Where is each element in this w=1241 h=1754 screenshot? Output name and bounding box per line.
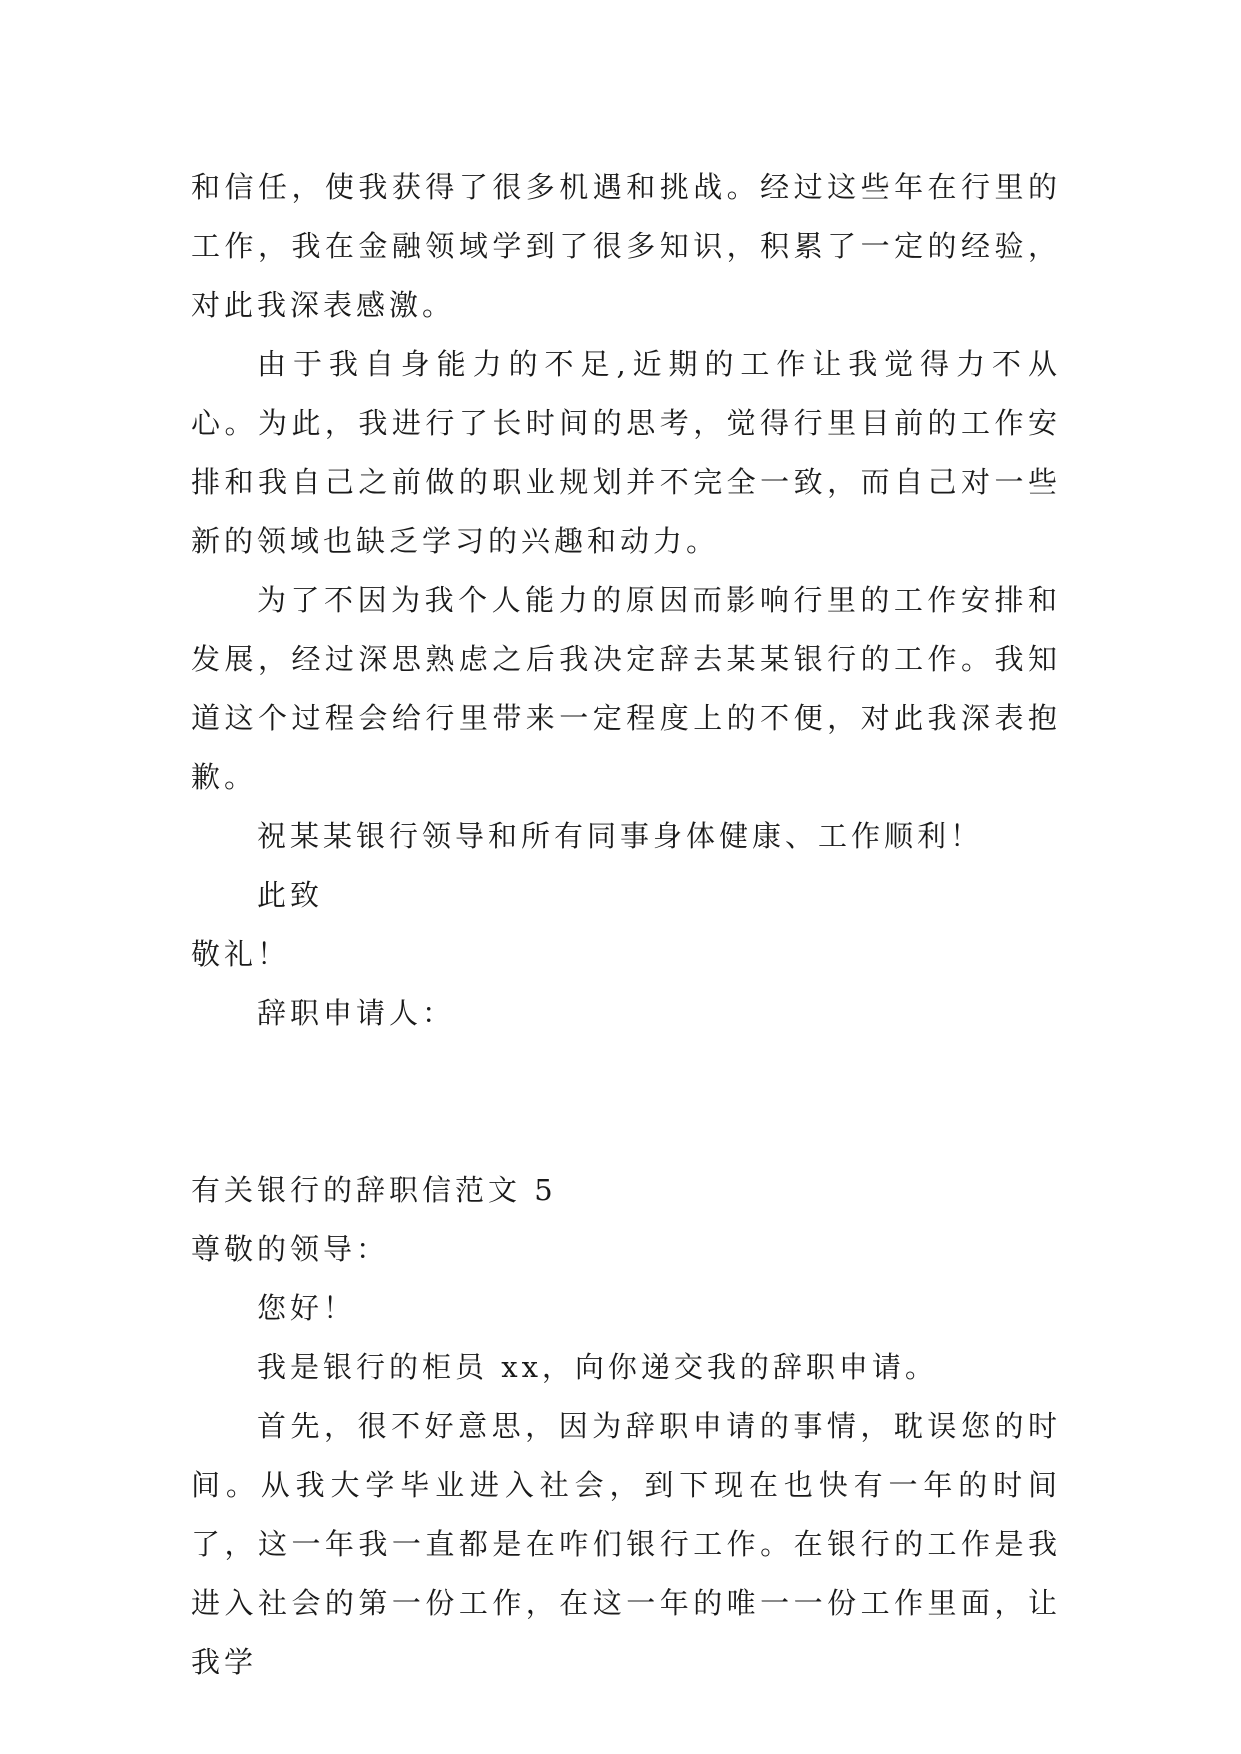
letter-intro: 我是银行的柜员 xx，向你递交我的辞职申请。	[257, 1350, 938, 1384]
paragraph-continuation: 和信任，使我获得了很多机遇和挑战。经过这些年在行里的工作，我在金融领域学到了很多知识，积累了一定的经验，对此我深表感激。	[191, 170, 1061, 322]
section-spacer	[191, 1043, 1061, 1161]
paragraph-ability: 由于我自身能力的不足,近期的工作让我觉得力不从心。为此，我进行了长时间的思考，觉得行里目前的工作安排和我自己之前做的职业规划并不完全一致，而自己对一些新的领域也缺乏学习的兴趣和动力。	[191, 347, 1061, 558]
paragraph-wishes: 祝某某银行领导和所有同事身体健康、工作顺利！	[257, 819, 984, 853]
letter-addressee: 尊敬的领导：	[191, 1232, 390, 1266]
section-title: 有关银行的辞职信范文 5	[191, 1173, 557, 1207]
closing-regards: 敬礼！	[191, 937, 291, 971]
document-body	[191, 158, 1061, 1692]
letter-greeting: 您好！	[257, 1291, 357, 1325]
letter-body-paragraph: 首先，很不好意思，因为辞职申请的事情，耽误您的时间。从我大学毕业进入社会，到下现在也快有一年的时间了，这一年我一直都是在咋们银行工作。在银行的工作是我进入社会的第一份工作，在这一年的唯一一份工作里面，让我学	[191, 1409, 1061, 1679]
closing-salutation: 此致	[257, 878, 324, 912]
signature-line: 辞职申请人：	[257, 996, 456, 1030]
paragraph-decision: 为了不因为我个人能力的原因而影响行里的工作安排和发展，经过深思熟虑之后我决定辞去某某银行的工作。我知道这个过程会给行里带来一定程度上的不便，对此我深表抱歉。	[191, 583, 1061, 794]
